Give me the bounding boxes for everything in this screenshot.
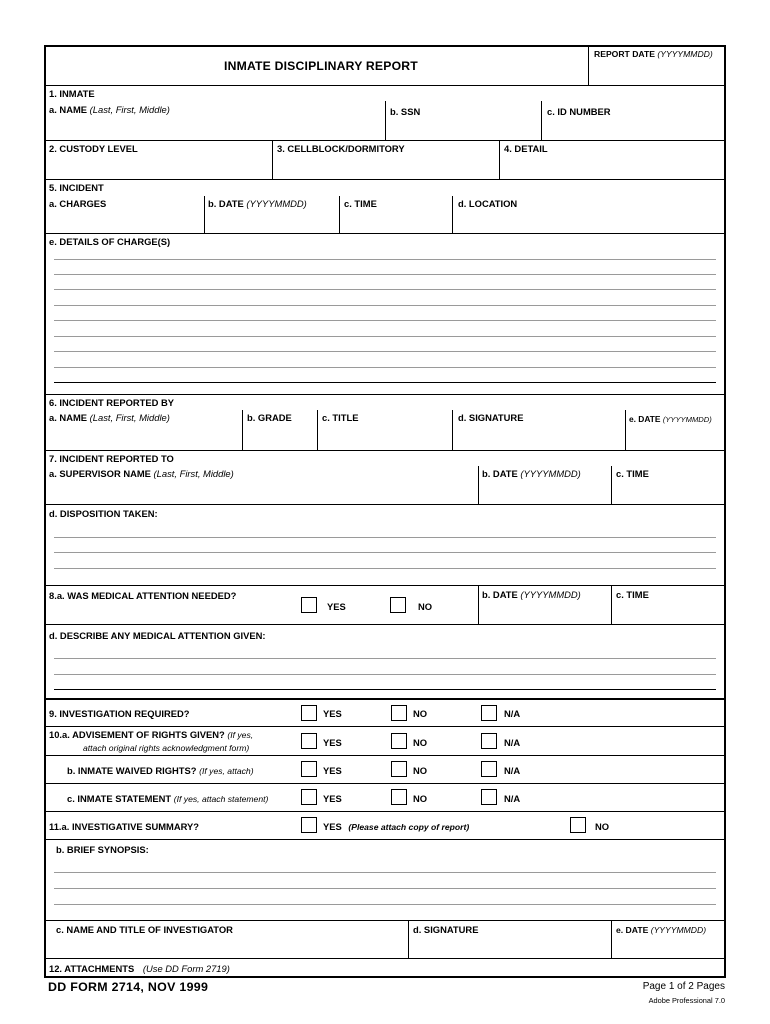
section-1-heading: 1. INMATE	[49, 88, 95, 99]
reporter-name-hint: (Last, First, Middle)	[89, 412, 170, 423]
waived-na-label: N/A	[504, 765, 521, 776]
divider	[385, 101, 386, 140]
divider	[242, 410, 243, 450]
investigation-yes-label: YES	[323, 708, 342, 719]
divider	[588, 47, 589, 85]
divider	[541, 101, 542, 140]
incident-date-format: (YYYYMMDD)	[246, 198, 307, 209]
disposition-label: d. DISPOSITION TAKEN:	[49, 508, 158, 519]
statement-na-checkbox[interactable]	[481, 789, 497, 805]
writing-line	[54, 336, 716, 337]
investigator-date-label	[616, 925, 706, 936]
section-6-heading: 6. INCIDENT REPORTED BY	[49, 397, 175, 408]
divider	[46, 233, 724, 234]
medical-date-format: (YYYYMMDD)	[520, 589, 581, 600]
writing-line	[54, 568, 716, 569]
incident-location-label: d. LOCATION	[458, 198, 518, 209]
divider	[46, 698, 724, 700]
reporter-date-text: e. DATE	[629, 414, 661, 424]
inmate-name-label	[49, 104, 170, 115]
divider	[46, 811, 724, 812]
supervisor-name-text: a. SUPERVISOR NAME	[49, 468, 151, 479]
advisement-rights-question	[49, 729, 253, 741]
divider	[46, 920, 724, 921]
ssn-label: b. SSN	[390, 106, 421, 117]
statement-no-label: NO	[413, 793, 428, 804]
reporter-title-label: c. TITLE	[322, 412, 359, 423]
summary-yes-hint: (Please attach copy of report)	[348, 822, 470, 832]
details-of-charges-label: e. DETAILS OF CHARGE(S)	[49, 236, 171, 247]
divider	[46, 140, 724, 141]
report-date-format: (YYYYMMDD)	[657, 49, 713, 59]
waived-na-checkbox[interactable]	[481, 761, 497, 777]
divider	[499, 140, 500, 179]
divider	[478, 466, 479, 504]
section-7-heading: 7. INCIDENT REPORTED TO	[49, 453, 174, 464]
investigator-date-format: (YYYYMMDD)	[650, 925, 707, 935]
detail-label: 4. DETAIL	[504, 143, 548, 154]
reporter-name-label	[49, 412, 170, 423]
divider	[46, 450, 724, 451]
advisement-na-label: N/A	[504, 737, 521, 748]
medical-date-text: b. DATE	[482, 589, 518, 600]
attachments-label	[49, 963, 230, 974]
report-date-label	[594, 49, 713, 60]
divider	[452, 410, 453, 450]
divider	[46, 726, 724, 727]
advisement-rights-hint-2: attach original rights acknowledgment form)	[83, 743, 250, 753]
medical-yes-checkbox[interactable]	[301, 597, 317, 613]
advisement-yes-checkbox[interactable]	[301, 733, 317, 749]
reporter-date-format: (YYYYMMDD)	[662, 415, 712, 424]
medical-date-label	[482, 589, 581, 600]
waived-no-checkbox[interactable]	[391, 761, 407, 777]
investigation-yes-checkbox[interactable]	[301, 705, 317, 721]
reporter-signature-label: d. SIGNATURE	[458, 412, 524, 423]
writing-line	[54, 658, 716, 659]
inmate-statement-hint: (If yes, attach statement)	[173, 794, 269, 804]
statement-na-label: N/A	[504, 793, 521, 804]
incident-date-label	[208, 198, 307, 209]
divider	[408, 920, 409, 958]
supervisor-name-label	[49, 468, 234, 479]
divider	[46, 504, 724, 505]
writing-line	[54, 305, 716, 306]
reported-to-date-text: b. DATE	[482, 468, 518, 479]
form-title: INMATE DISCIPLINARY REPORT	[224, 59, 418, 73]
medical-no-label: NO	[418, 601, 433, 612]
software-credit: Adobe Professional 7.0	[648, 996, 725, 1005]
writing-line	[54, 552, 716, 553]
statement-no-checkbox[interactable]	[391, 789, 407, 805]
attachments-hint: (Use DD Form 2719)	[142, 963, 230, 974]
medical-needed-question: 8.a. WAS MEDICAL ATTENTION NEEDED?	[49, 590, 237, 601]
inmate-statement-text: c. INMATE STATEMENT	[67, 793, 172, 804]
writing-line	[54, 367, 716, 368]
waived-yes-checkbox[interactable]	[301, 761, 317, 777]
divider	[204, 196, 205, 233]
statement-yes-label: YES	[323, 793, 342, 804]
divider	[46, 958, 724, 959]
divider	[46, 585, 724, 586]
inmate-statement-question	[67, 793, 268, 805]
divider	[611, 466, 612, 504]
summary-no-checkbox[interactable]	[570, 817, 586, 833]
advisement-rights-hint: (If yes,	[227, 730, 254, 740]
cellblock-label: 3. CELLBLOCK/DORMITORY	[277, 143, 405, 154]
waived-rights-hint: (If yes, attach)	[199, 766, 254, 776]
reporter-grade-label: b. GRADE	[247, 412, 292, 423]
investigative-summary-question: 11.a. INVESTIGATIVE SUMMARY?	[49, 821, 200, 832]
reporter-name-text: a. NAME	[49, 412, 88, 423]
report-date-text: REPORT DATE	[594, 49, 655, 59]
custody-level-label: 2. CUSTODY LEVEL	[49, 143, 138, 154]
writing-line	[54, 289, 716, 290]
waived-no-label: NO	[413, 765, 428, 776]
investigator-date-text: e. DATE	[616, 925, 649, 935]
summary-yes-checkbox[interactable]	[301, 817, 317, 833]
divider	[46, 839, 724, 840]
investigation-no-checkbox[interactable]	[391, 705, 407, 721]
section-5-heading: 5. INCIDENT	[49, 182, 104, 193]
medical-describe-label: d. DESCRIBE ANY MEDICAL ATTENTION GIVEN:	[49, 630, 266, 641]
divider	[339, 196, 340, 233]
brief-synopsis-label: b. BRIEF SYNOPSIS:	[56, 844, 149, 855]
writing-line	[54, 351, 716, 352]
writing-line	[54, 259, 716, 260]
writing-line	[54, 382, 716, 383]
divider	[478, 585, 479, 624]
page-indicator: Page 1 of 2 Pages	[642, 981, 725, 992]
divider	[46, 394, 724, 395]
supervisor-name-hint: (Last, First, Middle)	[153, 468, 234, 479]
attachments-text: 12. ATTACHMENTS	[49, 963, 135, 974]
inmate-name-hint: (Last, First, Middle)	[89, 104, 170, 115]
inmate-name-text: a. NAME	[49, 104, 88, 115]
investigation-required-question: 9. INVESTIGATION REQUIRED?	[49, 708, 190, 719]
medical-time-label: c. TIME	[616, 589, 649, 600]
reporter-date-label	[629, 414, 712, 425]
advisement-no-checkbox[interactable]	[391, 733, 407, 749]
divider	[46, 755, 724, 756]
writing-line	[54, 537, 716, 538]
id-number-label: c. ID NUMBER	[547, 106, 611, 117]
investigator-name-label: c. NAME AND TITLE OF INVESTIGATOR	[56, 924, 233, 935]
investigation-na-checkbox[interactable]	[481, 705, 497, 721]
summary-yes-text: YES	[323, 821, 342, 832]
divider	[611, 585, 612, 624]
advisement-na-checkbox[interactable]	[481, 733, 497, 749]
writing-line	[54, 274, 716, 275]
divider	[611, 920, 612, 958]
writing-line	[54, 888, 716, 889]
reported-to-date-format: (YYYYMMDD)	[520, 468, 581, 479]
divider	[46, 85, 724, 86]
statement-yes-checkbox[interactable]	[301, 789, 317, 805]
writing-line	[54, 674, 716, 675]
advisement-rights-text: 10.a. ADVISEMENT OF RIGHTS GIVEN?	[49, 729, 225, 740]
writing-line	[54, 904, 716, 905]
form-identifier: DD FORM 2714, NOV 1999	[48, 980, 209, 994]
waived-rights-text: b. INMATE WAIVED RIGHTS?	[67, 765, 197, 776]
investigation-na-label: N/A	[504, 708, 521, 719]
advisement-yes-label: YES	[323, 737, 342, 748]
investigator-signature-label: d. SIGNATURE	[413, 924, 479, 935]
medical-yes-label: YES	[327, 601, 346, 612]
disciplinary-report-form	[44, 45, 726, 978]
summary-yes-label	[323, 821, 469, 833]
writing-line	[54, 320, 716, 321]
incident-date-text: b. DATE	[208, 198, 244, 209]
advisement-no-label: NO	[413, 737, 428, 748]
investigation-no-label: NO	[413, 708, 428, 719]
summary-no-label: NO	[595, 821, 610, 832]
divider	[625, 410, 626, 450]
divider	[46, 624, 724, 625]
waived-rights-question	[67, 765, 254, 777]
divider	[452, 196, 453, 233]
waived-yes-label: YES	[323, 765, 342, 776]
medical-no-checkbox[interactable]	[390, 597, 406, 613]
divider	[46, 783, 724, 784]
divider	[272, 140, 273, 179]
writing-line	[54, 689, 716, 690]
charges-label: a. CHARGES	[49, 198, 107, 209]
incident-time-label: c. TIME	[344, 198, 377, 209]
writing-line	[54, 872, 716, 873]
reported-to-date-label	[482, 468, 581, 479]
divider	[317, 410, 318, 450]
reported-to-time-label: c. TIME	[616, 468, 649, 479]
divider	[46, 179, 724, 180]
